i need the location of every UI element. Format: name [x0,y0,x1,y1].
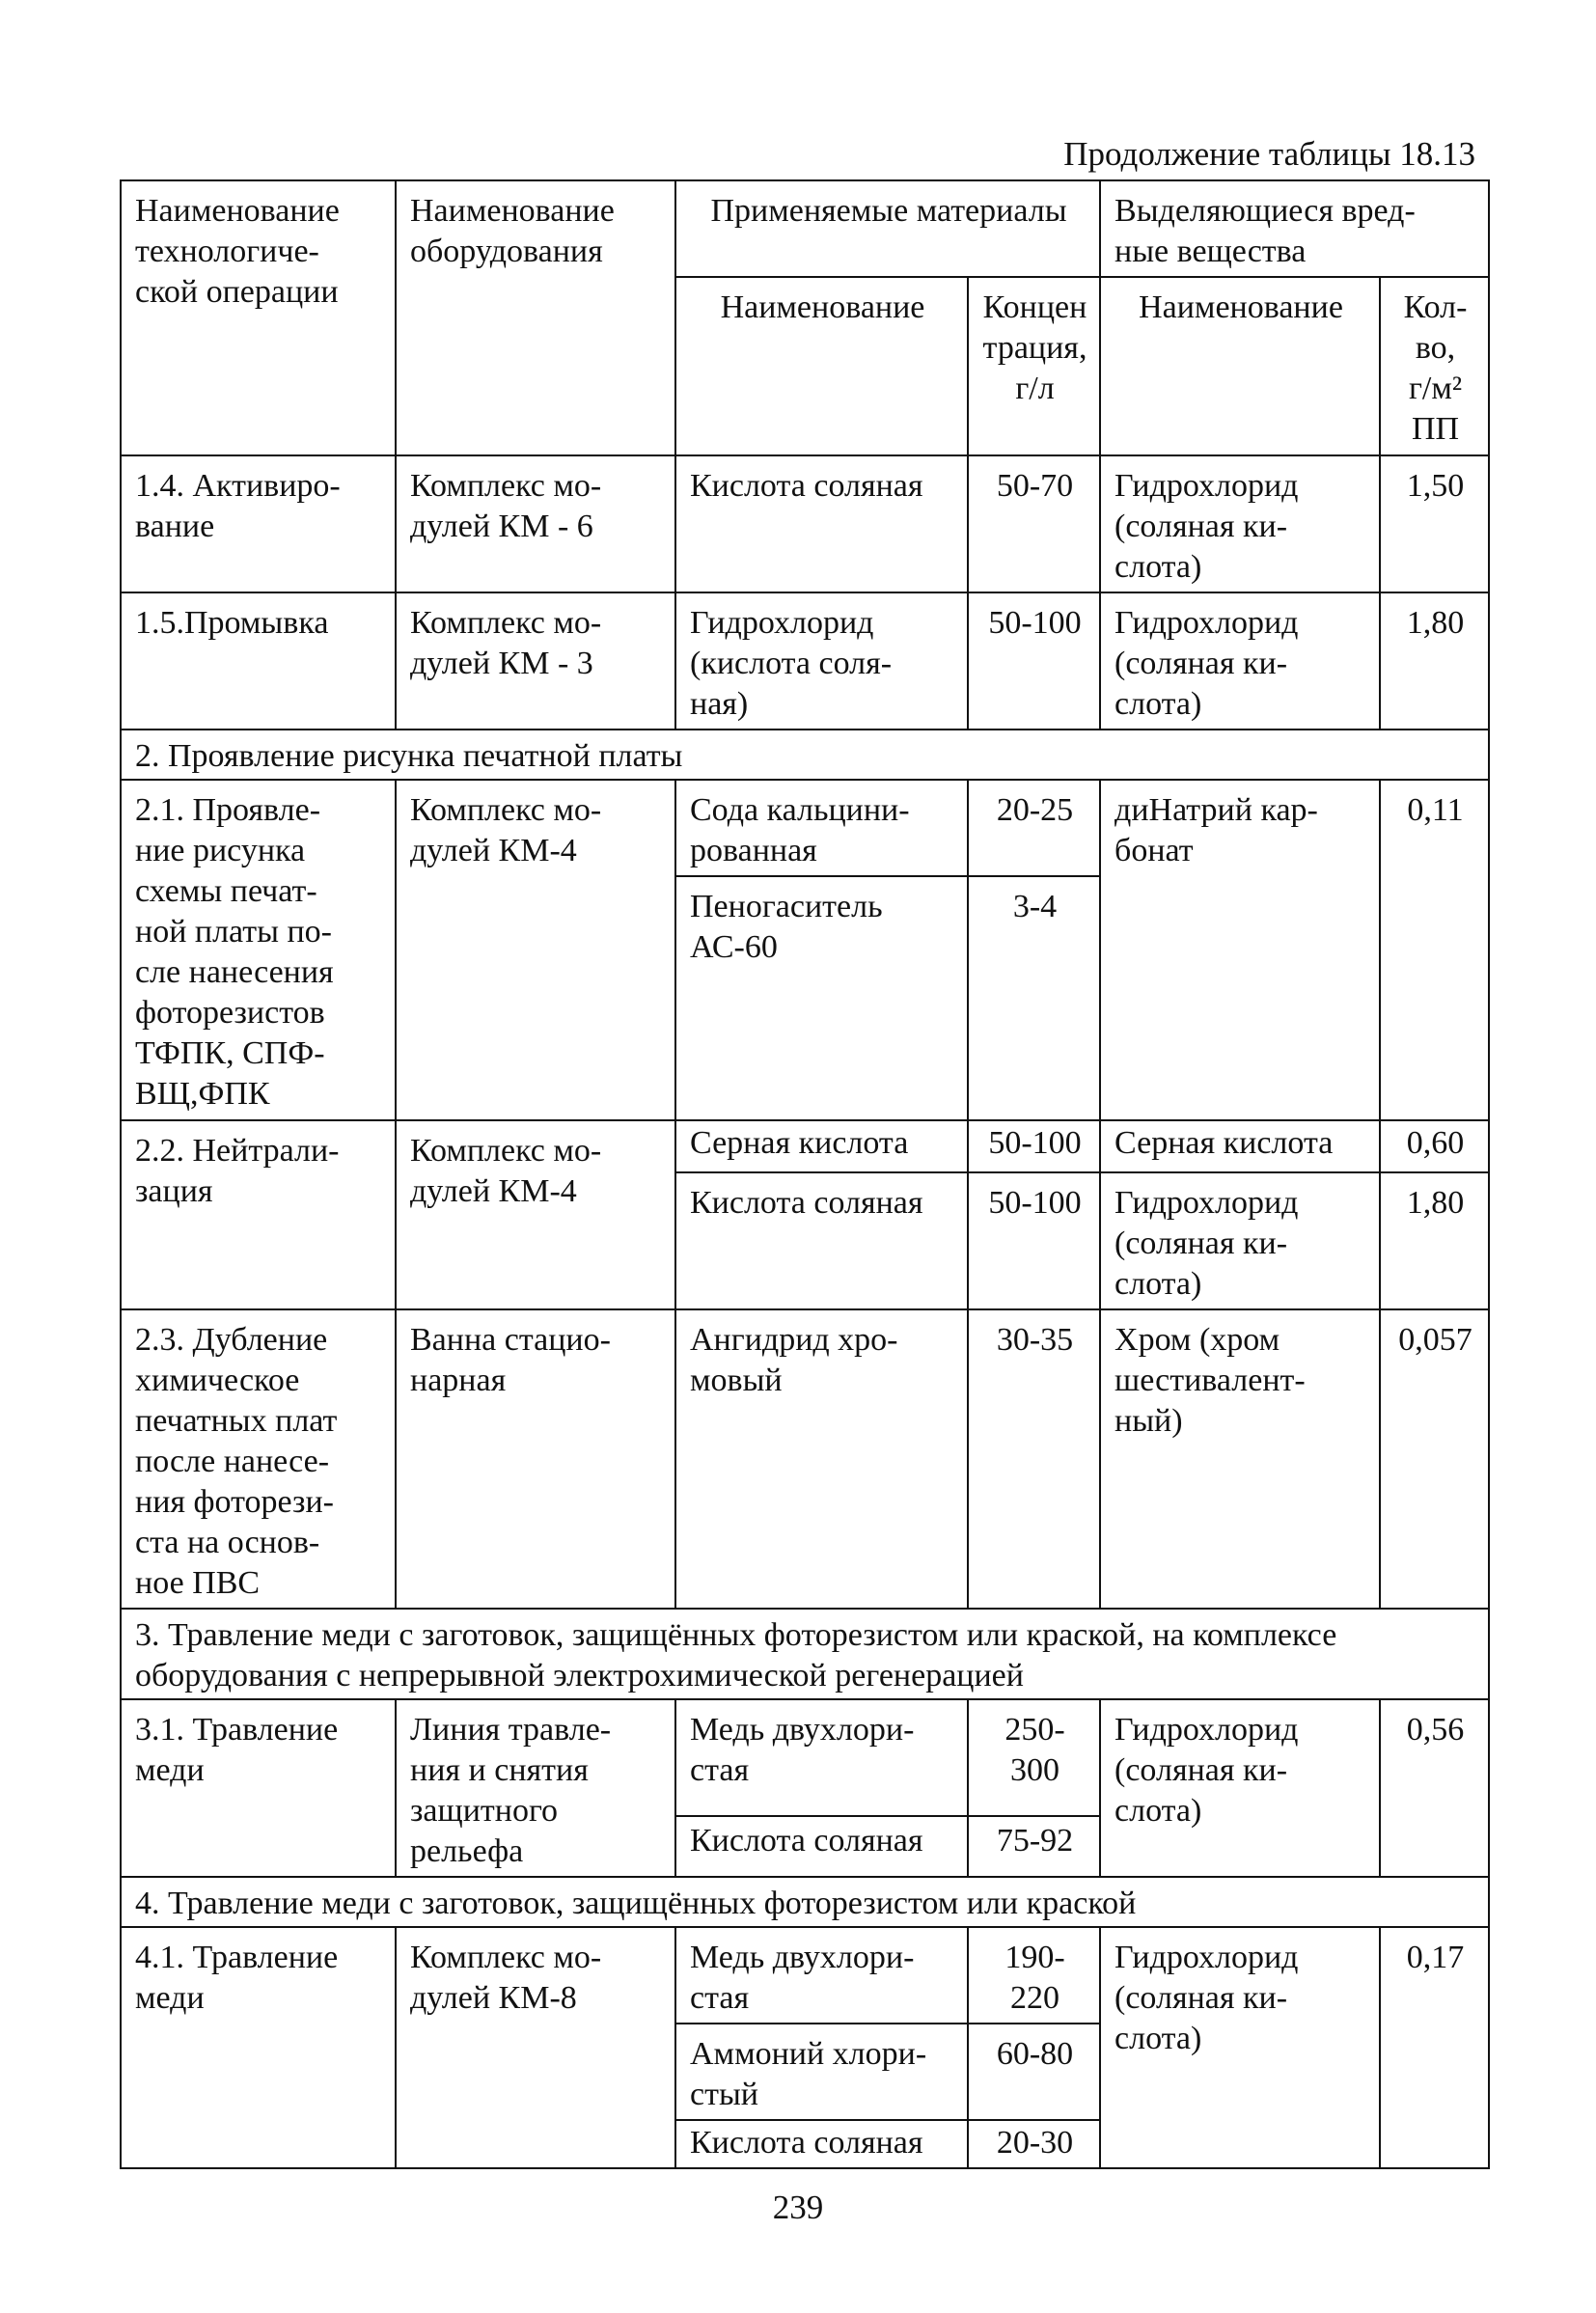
material-cell: Кислота соляная [675,2120,968,2168]
page-number: 239 [772,2189,824,2226]
concentration-cell: 20-30 [968,2120,1100,2168]
quantity-cell: 1,80 [1380,592,1489,730]
operation-cell: 2.2. Нейтрали- зация [121,1120,396,1309]
emission-cell: Гидрохлорид (соляная ки- слота) [1100,1927,1380,2168]
material-cell: Серная кислота [675,1120,968,1172]
emission-cell: Гидрохлорид (соляная ки- слота) [1100,1172,1380,1309]
emission-cell: Серная кислота [1100,1120,1380,1172]
section-title: 4. Травление меди с заготовок, защищённых фоторезистом или краской [121,1877,1489,1927]
header-row-1 [121,180,1489,277]
header-emission-name: Наименование [1100,277,1380,455]
concentration-cell: 250- 300 [968,1699,1100,1816]
material-cell: Ангидрид хро- мовый [675,1309,968,1609]
emission-cell: Гидрохлорид (соляная ки- слота) [1100,592,1380,730]
equipment-cell: Ванна стацио- нарная [396,1309,675,1609]
table-row [121,1699,1489,1816]
quantity-cell: 0,60 [1380,1120,1489,1172]
concentration-cell: 50-100 [968,1172,1100,1309]
table-row [121,455,1489,592]
material-cell: Сода кальцини- рованная [675,780,968,876]
quantity-cell: 1,80 [1380,1172,1489,1309]
quantity-cell: 0,057 [1380,1309,1489,1609]
header-equipment: Наименование оборудования [396,180,675,455]
equipment-cell: Линия травле- ния и снятия защитного рельефа [396,1699,675,1877]
operation-cell: 3.1. Травление меди [121,1699,396,1877]
emission-cell: Гидрохлорид (соляная ки- слота) [1100,1699,1380,1877]
quantity-cell: 0,11 [1380,780,1489,1120]
table-row [121,592,1489,730]
concentration-cell: 30-35 [968,1309,1100,1609]
quantity-cell: 0,17 [1380,1927,1489,2168]
equipment-cell: Комплекс мо- дулей КМ - 3 [396,592,675,730]
table-row [121,1309,1489,1609]
emission-cell: Гидрохлорид (соляная ки- слота) [1100,455,1380,592]
equipment-cell: Комплекс мо- дулей КМ-4 [396,1120,675,1309]
material-cell: Гидрохлорид (кислота соля- ная) [675,592,968,730]
equipment-cell: Комплекс мо- дулей КМ-8 [396,1927,675,2168]
header-material-name: Наименование [675,277,968,455]
material-cell: Кислота соляная [675,1816,968,1877]
concentration-cell: 190- 220 [968,1927,1100,2024]
equipment-cell: Комплекс мо- дулей КМ - 6 [396,455,675,592]
material-cell: Медь двухлори- стая [675,1699,968,1816]
concentration-cell: 50-70 [968,455,1100,592]
operation-cell: 4.1. Травление меди [121,1927,396,2168]
material-cell: Кислота соляная [675,455,968,592]
section-title: 3. Травление меди с заготовок, защищённых фоторезистом или краской, на комплексе оборудования с непрерывной электрохимической регенерацией [121,1609,1489,1699]
header-materials: Применяемые материалы [675,180,1100,277]
header-emissions: Выделяющиеся вред- ные вещества [1100,180,1489,277]
emission-cell: Хром (хром шестивалент- ный) [1100,1309,1380,1609]
material-cell: Медь двухлори- стая [675,1927,968,2024]
section-title: 2. Проявление рисунка печатной платы [121,730,1489,780]
section-row [121,730,1489,780]
operation-cell: 2.1. Проявле- ние рисунка схемы печат- ной платы по- сле нанесения фоторезистов ТФПК, СПФ- ВЩ,ФПК [121,780,396,1120]
table-row [121,780,1489,876]
section-row [121,1877,1489,1927]
concentration-cell: 50-100 [968,592,1100,730]
concentration-cell: 75-92 [968,1816,1100,1877]
material-cell: Аммоний хлори- стый [675,2024,968,2120]
section-row [121,1609,1489,1699]
header-quantity: Кол-во, г/м² ПП [1380,277,1489,455]
equipment-cell: Комплекс мо- дулей КМ-4 [396,780,675,1120]
table-row [121,1120,1489,1172]
material-cell: Пеногаситель АС-60 [675,876,968,1120]
emissions-table [120,179,1490,2169]
header-concentration: Концен трация, г/л [968,277,1100,455]
operation-cell: 1.5.Промывка [121,592,396,730]
table-row [121,1927,1489,2024]
material-cell: Кислота соляная [675,1172,968,1309]
quantity-cell: 1,50 [1380,455,1489,592]
concentration-cell: 20-25 [968,780,1100,876]
emission-cell: диНатрий кар- бонат [1100,780,1380,1120]
concentration-cell: 60-80 [968,2024,1100,2120]
concentration-cell: 3-4 [968,876,1100,1120]
quantity-cell: 0,56 [1380,1699,1489,1877]
concentration-cell: 50-100 [968,1120,1100,1172]
table-caption: Продолжение таблицы 18.13 [1063,135,1475,173]
operation-cell: 2.3. Дубление химическое печатных плат после нанесе- ния фоторези- ста на основ- ное ПВС [121,1309,396,1609]
header-operation: Наименование технологиче- ской операции [121,180,396,455]
operation-cell: 1.4. Активиро- вание [121,455,396,592]
